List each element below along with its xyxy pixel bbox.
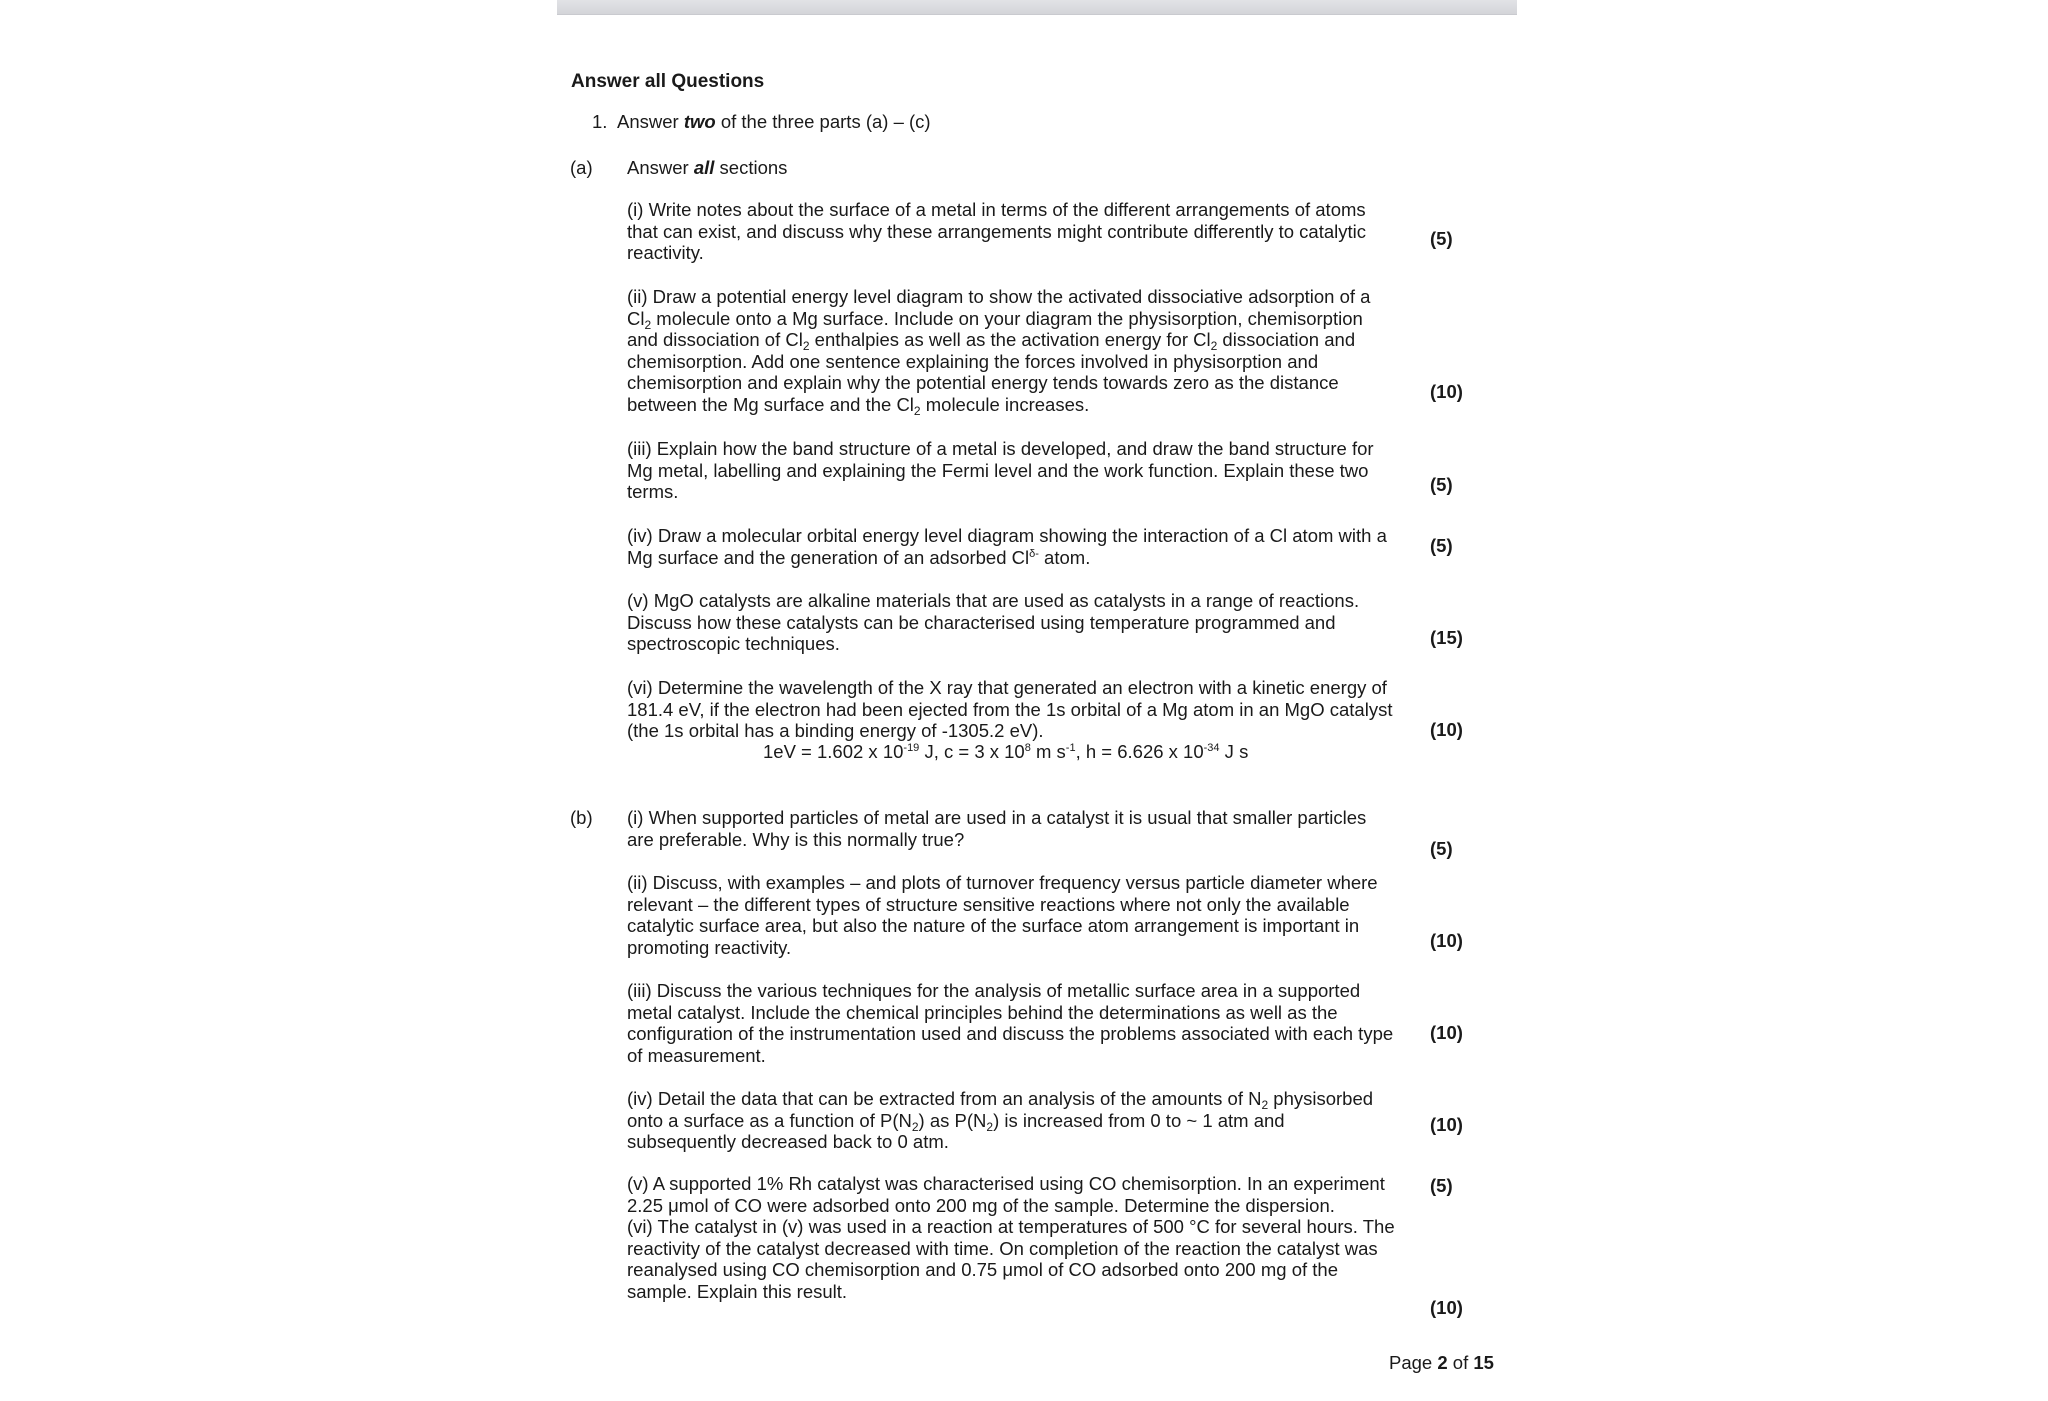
mark-a-vi: (10) <box>1430 719 1463 740</box>
question-b-ii: (ii) Discuss, with examples – and plots of turnover frequency versus particle diameter where relevant – the different types of structure sensitive reactions where not only the available catalytic surface area, but also the nature of the surface atom arrangement is important in promoting reactivity. <box>627 872 1378 958</box>
mark-b-iv: (10) <box>1430 1114 1463 1135</box>
question-a-ii: (ii) Draw a potential energy level diagram to show the activated dissociative adsorption of a $Cl_2$ molecule onto a Mg surface. Include on your diagram the physisorption, chemisorption and dissociation of $Cl_2$ enthalpies as well as the activation energy for $Cl_2$ dissociation and chemisorption. Add one sentence explaining the forces involved in physisorption and chemisorption and explain why the potential energy tends towards zero as the distance between the Mg surface and the $Cl_2$ molecule increases. <box>627 286 1371 418</box>
mark-b-ii: (10) <box>1430 930 1463 951</box>
question-1-instruction: Answer two of the three parts (a) – (c) <box>617 111 931 132</box>
question-b-vi: (vi) The catalyst in (v) was used in a reaction at temperatures of 500 °C for several hours. The reactivity of the catalyst decreased with time. On completion of the reaction the catalyst was reanalysed using CO chemisorption and 0.75 μmol of CO adsorbed onto 200 mg of the sample. Explain this result. <box>627 1216 1395 1302</box>
mark-b-iii: (10) <box>1430 1022 1463 1043</box>
page-number-footer: Page 2 of 15 <box>1389 1352 1494 1373</box>
mark-a-iv: (5) <box>1430 535 1453 556</box>
question-b-i: (i) When supported particles of metal are used in a catalyst it is usual that smaller particles are preferable. Why is this normally true? <box>627 807 1367 850</box>
page-heading: Answer all Questions <box>571 71 765 92</box>
viewer-top-bar <box>557 0 1517 15</box>
question-b-iii: (iii) Discuss the various techniques for the analysis of metallic surface area in a supported metal catalyst. Include the chemical principles behind the determinations as well as the configuration of the instrumentation used and discuss the problems associated with each type of measurement. <box>627 980 1394 1066</box>
mark-b-i: (5) <box>1430 838 1453 859</box>
part-b-label: (b) <box>570 807 593 828</box>
mark-a-v: (15) <box>1430 627 1463 648</box>
mark-a-ii: (10) <box>1430 381 1463 402</box>
constants-line: 1eV = 1.602 x $10^{-19}$ J, c = 3 x $10^8$ m $s^{-1}$, h = 6.626 x $10^{-34}$ J s <box>763 741 1249 762</box>
part-a-label: (a) <box>570 157 593 178</box>
mark-a-i: (5) <box>1430 228 1453 249</box>
question-1-number: 1. <box>592 111 608 132</box>
question-b-v: (v) A supported 1% Rh catalyst was characterised using CO chemisorption. In an experiment 2.25 μmol of CO were adsorbed onto 200 mg of the sample. Determine the dispersion. <box>627 1173 1385 1216</box>
question-b-iv: (iv) Detail the data that can be extracted from an analysis of the amounts of $N_2$ physisorbed onto a surface as a function of $P(N_2)$ as $P(N_2)$ is increased from 0 to ~ 1 atm and subsequently decreased back to 0 atm. <box>627 1088 1374 1153</box>
mark-a-iii: (5) <box>1430 474 1453 495</box>
question-a-v: (v) MgO catalysts are alkaline materials that are used as catalysts in a range of reactions. Discuss how these catalysts can be characterised using temperature programmed and spectroscopic techniques. <box>627 590 1360 655</box>
question-a-vi: (vi) Determine the wavelength of the X ray that generated an electron with a kinetic energy of 181.4 eV, if the electron had been ejected from the 1s orbital of a Mg atom in an MgO catalyst (the 1s orbital has a binding energy of -1305.2 eV). <box>627 677 1393 742</box>
question-a-iii: (iii) Explain how the band structure of a metal is developed, and draw the band structure for Mg metal, labelling and explaining the Fermi level and the work function. Explain these two terms. <box>627 438 1374 503</box>
question-a-i: (i) Write notes about the surface of a metal in terms of the different arrangements of atoms that can exist, and discuss why these arrangements might contribute differently to catalytic reactivity. <box>627 199 1367 264</box>
mark-b-vi: (10) <box>1430 1297 1463 1318</box>
part-a-instruction: Answer all sections <box>627 157 788 178</box>
question-a-iv: (iv) Draw a molecular orbital energy level diagram showing the interaction of a Cl atom with a Mg surface and the generation of an adsorbed $Cl^{\delta-}$ atom. <box>627 525 1387 568</box>
mark-b-v: (5) <box>1430 1175 1453 1196</box>
